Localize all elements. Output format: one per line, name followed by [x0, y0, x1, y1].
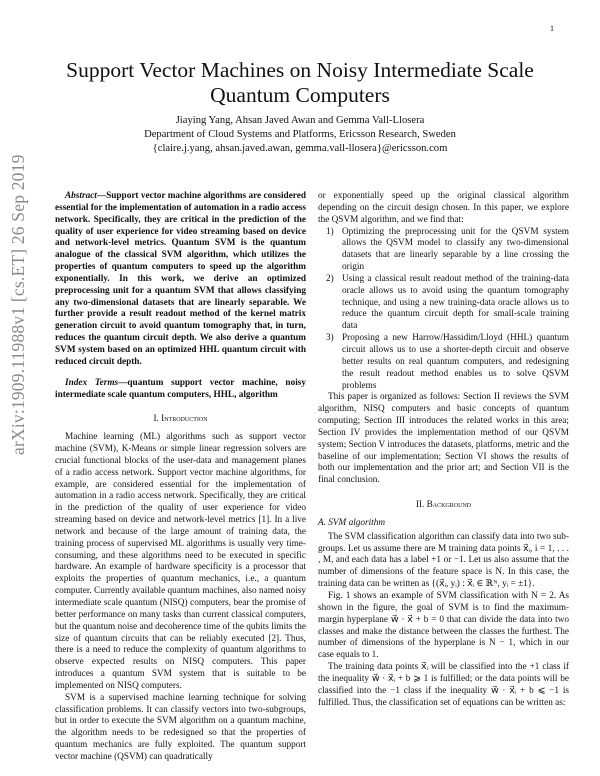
list-item: 1) Optimizing the preprocessing unit for the QSVM system allows the QSVM model to classify any two-dimensional datasets that are linearly separable by a line crossing the origin: [326, 226, 569, 273]
author-block: [40, 114, 560, 156]
background-paragraph-2: Fig. 1 shows an example of SVM classification with N = 2. As shown in the figure, the goal of SVM is to find the maximum-margin hyperplane w⃗ · x⃗ + b = 0 that can divide the data into two classes and make the distance between the classes the furthest. The number of dimensions of the hyperplane is N − 1, which in our case equals to 1.: [318, 591, 569, 661]
background-paragraph-3: The training data points x⃗ᵢ will be classified into the +1 class if the inequality w⃗ · x⃗ᵢ + b ⩾ 1 is fulfilled; or the data points will be classified into the −1 class if the inequality w⃗ · x⃗ᵢ + b ⩽ −1 is fulfilled. Thus, the classification set of equations can be written as:: [318, 662, 569, 708]
emails: {claire.j.yang, ahsan.javed.awan, gemma.vall-llosera}@ericsson.com: [152, 143, 448, 154]
index-terms-text: —quantum support vector machine, noisy intermediate scale quantum computers, HHL, algorithm: [55, 377, 306, 400]
intro-paragraph-2-continued: or exponentially speed up the original classical algorithm depending on the circuit design chosen. In this paper, we explore the QSVM algorithm, and we find that:: [318, 191, 569, 225]
affiliation: Department of Cloud Systems and Platforms, Ericsson Research, Sweden: [144, 129, 456, 140]
list-item: 2) Using a classical result readout method of the training-data oracle allows us to avoid using the quantum tomography technique, and using a new training-data oracle allows us to reduce the quantum circuit depth for small-scale training data: [326, 273, 569, 332]
left-column: [55, 191, 306, 764]
right-column: [318, 191, 569, 709]
abstract: [55, 191, 306, 369]
intro-paragraph-2: SVM is a supervised machine learning technique for solving classification problems. It can classify vectors into two-subgroups, but in order to execute the SVM algorithm on a quantum machine, the algorithm needs to be redesigned so that the properties of quantum mechanics are fully exploited. The quantum support vector machine (QSVM) can quadratically: [55, 692, 306, 762]
intro-paragraph-3: This paper is organized as follows: Section II reviews the SVM algorithm, NISQ computers and basic concepts of quantum computing; Section III introduces the related works in this area; Section IV provides the implementation method of our QSVM system; Section V introduces the datasets, platforms, metric and the baseline of our implementation; Section VI shows the results of both our implementation and the prior art; and Section VII is the final conclusion.: [318, 392, 569, 486]
findings-list: [318, 227, 569, 393]
abstract-text: —Support vector machine algorithms are considered essential for the implementation of automation in a radio access network. Specifically, they are critical in the prediction of the quality of user experience for video streaming based on device and network-level metrics. Quantum SVM is the quantum analogue of the classical SVM algorithm, which utilizes the properties of quantum computers to speed up the algorithm exponentially. In this work, we derive an optimized preprocessing unit for a quantum SVM that allows classifying any two-dimensional datasets that are linearly separable. We further provide a result readout method of the kernel matrix generation circuit to avoid quantum tomography that, in turn, reduces the quantum circuit depth. We also derive a quantum SVM system based on an optimized HHL quantum circuit with reduced circuit depth.: [55, 191, 306, 367]
section-heading-introduction: I. Introduction: [153, 414, 208, 425]
arxiv-watermark: arXiv:1909.11988v1 [cs.ET] 26 Sep 2019: [8, 154, 28, 455]
intro-paragraph-1: Machine learning (ML) algorithms such as support vector machine (SVM), K-Means or simple linear regression solvers are crucial functional blocks of the user-data and management planes of a radio access network. Support vector machine algorithms, for example, are considered essential for the implementation of automation in a radio access network. Specifically, they are critical in the prediction of the quality of user experience for video streaming based on device and network-level metrics [1]. In a live network and because of the large amount of training data, the training process of supervised ML algorithms is usually very time-consuming, and these algorithms need to be executed in specific hardware. An example of hardware specificity is a processor that exploits the properties of quantum mechanics, i.e., a quantum computer. Currently available quantum machines, also named noisy intermediate scale quantum (NISQ) computers, bear the promise of better performance on many tasks than current classical computers, but the quantum noise and decoherence time of the qubits limits the size of quantum circuits that can be reliably executed [2]. Thus, there is a need to reduce the complexity of quantum algorithms to observe expected results on NISQ computers. This paper introduces a quantum SVM system that is suitable to be implemented on NISQ computers.: [55, 432, 306, 691]
paper-title: Support Vector Machines on Noisy Intermediate Scale Quantum Computers: [66, 58, 534, 107]
abstract-label: Abstract: [65, 191, 97, 201]
section-heading-background: II. Background: [415, 500, 472, 511]
index-terms-label: Index Terms: [65, 377, 119, 388]
list-item: 3) Proposing a new Harrow/Hassidim/Lloyd (HHL) quantum circuit allows us to use a shorter-depth circuit and observe better results on real quantum computers, and redesigning the result readout method enables us to solve QSVM problems: [326, 333, 569, 391]
index-terms: [55, 378, 306, 402]
background-paragraph-1: The SVM classification algorithm can classify data into two sub-groups. Let us assume there are M training data points x⃗ᵢ, i = 1, . . . , M, and each data has a label +1 or −1. Let us also assume that the number of dimensions of the feature space is N. In this case, the training data can be written as {(x⃗ᵢ, yᵢ) : x⃗ᵢ ∈ ℝᴺ, yᵢ = ±1}.: [318, 531, 569, 590]
authors: Jiaying Yang, Ahsan Javed Awan and Gemma Vall-Llosera: [175, 115, 425, 126]
subsection-heading-svm: A. SVM algorithm: [318, 517, 386, 528]
page-number: 1: [550, 24, 554, 33]
